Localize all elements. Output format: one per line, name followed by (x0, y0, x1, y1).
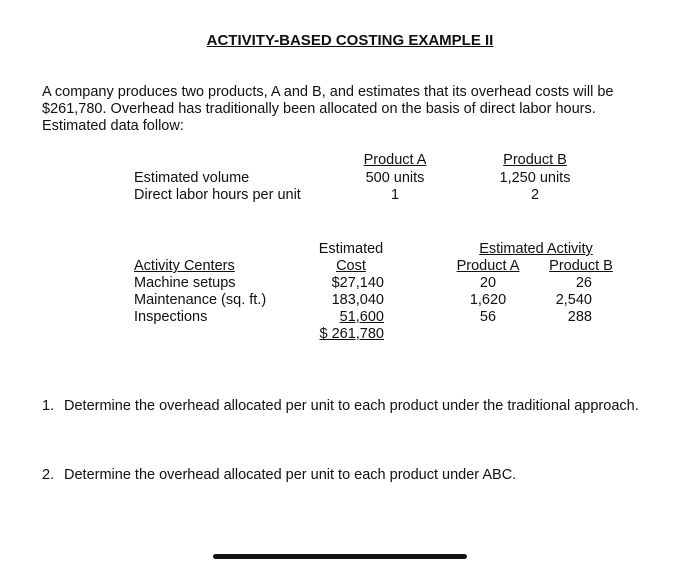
cost-header-line1: Estimated (318, 241, 384, 257)
activity-header: Estimated Activity (479, 241, 593, 257)
question-text: Determine the overhead allocated per unit to each product under ABC. (64, 467, 517, 483)
activity-header-product-a: Product A (456, 258, 520, 274)
activity-centers-header: Activity Centers (134, 258, 235, 274)
volume-row-b: 1,250 units (499, 170, 571, 186)
question-number: 1. (42, 398, 55, 414)
activity-row-b: 288 (567, 309, 592, 325)
intro-paragraph: A company produces two products, A and B, and estimates that its overhead costs will be $261,780. Overhead has traditionally been allocated on the basis of direct labor hours. Estimated data follow: (42, 84, 614, 134)
activity-row-a: 56 (479, 309, 497, 325)
labor-row-label: Direct labor hours per unit (134, 187, 301, 203)
labor-row-b: 2 (530, 187, 540, 203)
home-indicator[interactable] (213, 554, 467, 559)
activity-row-label: Maintenance (sq. ft.) (134, 292, 267, 308)
page-title: ACTIVITY-BASED COSTING EXAMPLE II (206, 32, 494, 49)
activity-row-label: Inspections (134, 309, 208, 325)
activity-row-b: 2,540 (555, 292, 592, 308)
activity-header-product-b: Product B (549, 258, 613, 274)
cost-header-line2: Cost (336, 258, 366, 274)
volume-header-product-b: Product B (503, 152, 567, 168)
volume-row-label: Estimated volume (134, 170, 250, 186)
activity-row-a: 20 (479, 275, 497, 291)
activity-row-b: 26 (575, 275, 592, 291)
activity-row-cost: $27,140 (331, 275, 384, 291)
activity-row-cost: 183,040 (331, 292, 384, 308)
labor-row-a: 1 (390, 187, 400, 203)
activity-row-a: 1,620 (469, 292, 507, 308)
question-text: Determine the overhead allocated per unit to each product under the traditional approach. (64, 398, 639, 414)
question-number: 2. (42, 467, 55, 483)
volume-header-product-a: Product A (363, 152, 427, 168)
activity-row-cost: 51,600 (339, 309, 384, 325)
activity-row-label: Machine setups (134, 275, 236, 291)
volume-row-a: 500 units (365, 170, 425, 186)
activity-total-cost: $ 261,780 (319, 326, 384, 342)
